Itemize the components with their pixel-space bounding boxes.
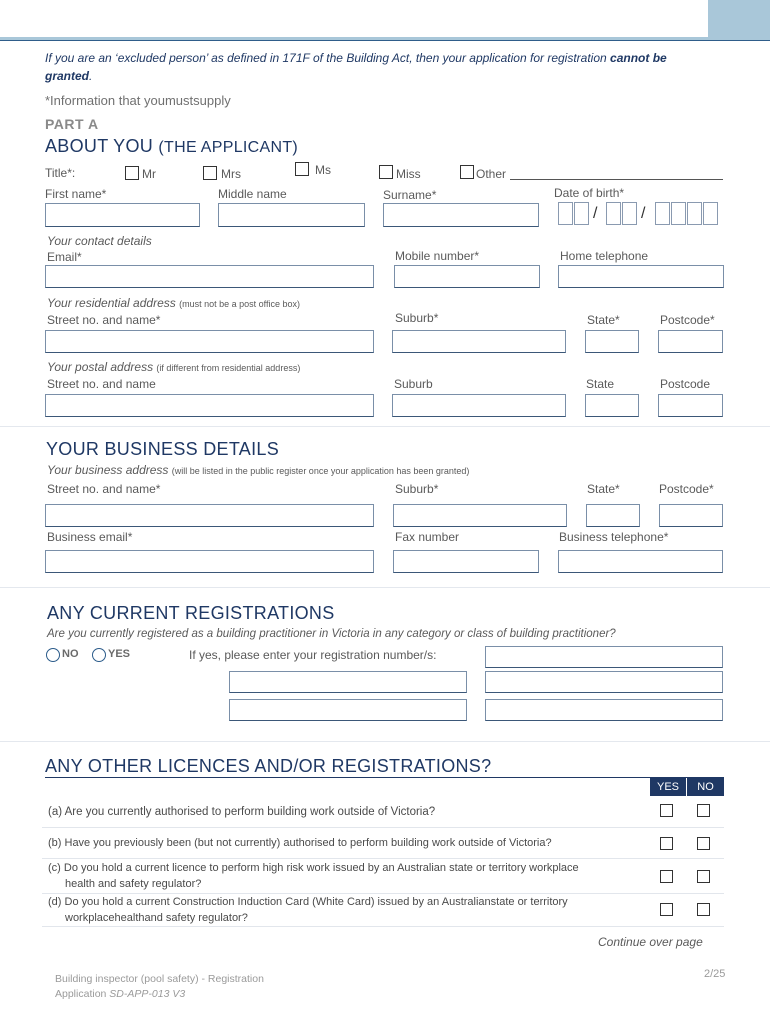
registered-yes-radio[interactable] xyxy=(92,648,106,662)
biz-email-label: Business email* xyxy=(47,530,133,544)
continue-over-page: Continue over page xyxy=(598,935,703,949)
section-divider xyxy=(0,587,770,588)
postal-street-label: Street no. and name xyxy=(47,377,156,391)
biz-street-field[interactable] xyxy=(45,504,374,527)
biz-state-label: State* xyxy=(587,482,620,496)
registration-number-prompt: If yes, please enter your registration number/s: xyxy=(189,648,437,662)
title-ms-checkbox[interactable] xyxy=(295,162,309,176)
excluded-person-notice: If you are an ‘excluded person’ as defined in 171F of the Building Act, then your application for registration cannot be granted. xyxy=(45,51,667,83)
dob-label: Date of birth* xyxy=(554,186,625,200)
biz-state-field[interactable] xyxy=(586,504,640,527)
postal-postcode-label: Postcode xyxy=(660,377,711,391)
info-note: *Information that youmustsupply xyxy=(45,93,231,108)
surname-field[interactable] xyxy=(383,203,539,227)
heading-underline xyxy=(45,777,724,778)
residential-address-heading: Your residential address (must not be a post office box) xyxy=(47,296,300,310)
dob-separator-1: / xyxy=(593,205,598,222)
part-label: PART A xyxy=(45,116,99,132)
registration-number-field-2[interactable] xyxy=(229,671,467,693)
yes-column-header: YES xyxy=(650,778,686,796)
email-label: Email* xyxy=(47,250,82,264)
postal-postcode-field[interactable] xyxy=(658,394,723,417)
licence-question-b: (b) Have you previously been (but not currently) authorised to perform building work outside of Victoria? xyxy=(48,837,552,849)
home-telephone-label: Home telephone xyxy=(560,249,649,263)
title-label: Title*: xyxy=(45,166,76,180)
title-mr-checkbox[interactable] xyxy=(125,166,139,180)
title-mrs-label: Mrs xyxy=(221,167,241,181)
registration-question: Are you currently registered as a building practitioner in Victoria in any category or class of building practitioner? xyxy=(47,628,616,640)
postal-address-heading: Your postal address (if different from residential address) xyxy=(47,360,301,374)
top-rule-line xyxy=(0,40,770,41)
title-other-checkbox[interactable] xyxy=(460,165,474,179)
title-other-label: Other xyxy=(476,167,507,181)
title-miss-checkbox[interactable] xyxy=(379,165,393,179)
licence-question-a: (a) Are you currently authorised to perform building work outside of Victoria? xyxy=(48,806,436,818)
home-telephone-field[interactable] xyxy=(558,265,724,288)
licence-question-row xyxy=(42,894,724,927)
licence-question-row xyxy=(42,828,724,859)
top-right-tab xyxy=(708,0,770,40)
res-street-field[interactable] xyxy=(45,330,374,353)
question-a-yes-checkbox[interactable] xyxy=(660,804,673,817)
question-c-no-checkbox[interactable] xyxy=(697,870,710,883)
contact-details-heading: Your contact details xyxy=(47,234,152,248)
biz-fax-field[interactable] xyxy=(393,550,539,573)
res-state-field[interactable] xyxy=(585,330,639,353)
first-name-label: First name* xyxy=(45,187,107,201)
biz-email-field[interactable] xyxy=(45,550,374,573)
footer-doc-code: Application SD-APP-013 V3 xyxy=(55,988,186,1000)
res-street-label: Street no. and name* xyxy=(47,313,161,327)
biz-postcode-field[interactable] xyxy=(659,504,723,527)
question-d-yes-checkbox[interactable] xyxy=(660,903,673,916)
title-other-input[interactable] xyxy=(510,179,723,180)
registration-number-field-5[interactable] xyxy=(485,699,723,721)
footer-doc-title: Building inspector (pool safety) - Registration xyxy=(55,973,264,985)
biz-telephone-label: Business telephone* xyxy=(559,530,669,544)
dob-year-digit-4[interactable] xyxy=(703,202,718,225)
res-suburb-label: Suburb* xyxy=(395,311,439,325)
dob-separator-2: / xyxy=(641,205,646,222)
middle-name-field[interactable] xyxy=(218,203,365,227)
business-address-heading: Your business address (will be listed in the public register once your application has been granted) xyxy=(47,463,470,477)
title-ms-label: Ms xyxy=(315,163,331,177)
dob-day-digit-2[interactable] xyxy=(574,202,589,225)
res-postcode-field[interactable] xyxy=(658,330,723,353)
about-you-heading: ABOUT YOU (THE APPLICANT) xyxy=(45,136,299,156)
biz-fax-label: Fax number xyxy=(395,530,460,544)
registration-number-field-4[interactable] xyxy=(229,699,467,721)
question-d-no-checkbox[interactable] xyxy=(697,903,710,916)
registered-yes-label: YES xyxy=(108,648,131,660)
licence-question-d: (d) Do you hold a current Construction Induction Card (White Card) issued by an Australianstate or territory workplacehealthand safety regulator? xyxy=(48,896,568,924)
licence-question-row xyxy=(42,859,724,894)
postal-suburb-label: Suburb xyxy=(394,377,433,391)
dob-month-digit-1[interactable] xyxy=(606,202,621,225)
postal-state-label: State xyxy=(586,377,615,391)
registration-number-field-3[interactable] xyxy=(485,671,723,693)
biz-suburb-label: Suburb* xyxy=(395,482,439,496)
business-details-heading: YOUR BUSINESS DETAILS xyxy=(46,439,280,459)
section-divider xyxy=(0,741,770,742)
mobile-label: Mobile number* xyxy=(395,249,480,263)
biz-postcode-label: Postcode* xyxy=(659,482,714,496)
question-b-no-checkbox[interactable] xyxy=(697,837,710,850)
dob-year-digit-2[interactable] xyxy=(671,202,686,225)
postal-suburb-field[interactable] xyxy=(392,394,566,417)
no-column-header: NO xyxy=(687,778,724,796)
dob-year-digit-3[interactable] xyxy=(687,202,702,225)
page-number: 2/25 xyxy=(704,968,726,980)
registration-number-field-1[interactable] xyxy=(485,646,723,668)
title-miss-label: Miss xyxy=(396,167,421,181)
registered-no-label: NO xyxy=(62,648,79,660)
registered-no-radio[interactable] xyxy=(46,648,60,662)
res-state-label: State* xyxy=(587,313,620,327)
postal-state-field[interactable] xyxy=(585,394,639,417)
dob-year-digit-1[interactable] xyxy=(655,202,670,225)
question-c-yes-checkbox[interactable] xyxy=(660,870,673,883)
middle-name-label: Middle name xyxy=(218,187,287,201)
surname-label: Surname* xyxy=(383,188,437,202)
biz-street-label: Street no. and name* xyxy=(47,482,161,496)
current-registrations-heading: ANY CURRENT REGISTRATIONS xyxy=(47,603,335,623)
question-b-yes-checkbox[interactable] xyxy=(660,837,673,850)
question-a-no-checkbox[interactable] xyxy=(697,804,710,817)
other-licences-heading: ANY OTHER LICENCES AND/OR REGISTRATIONS? xyxy=(45,756,492,776)
res-suburb-field[interactable] xyxy=(392,330,566,353)
res-postcode-label: Postcode* xyxy=(660,313,715,327)
biz-suburb-field[interactable] xyxy=(393,504,567,527)
first-name-field[interactable] xyxy=(45,203,200,227)
title-mrs-checkbox[interactable] xyxy=(203,166,217,180)
title-mr-label: Mr xyxy=(142,167,156,181)
biz-telephone-field[interactable] xyxy=(558,550,723,573)
section-divider xyxy=(0,426,770,427)
licence-question-c: (c) Do you hold a current licence to perform high risk work issued by an Australian state or territory workplace health and safety regulator? xyxy=(48,862,579,890)
email-field[interactable] xyxy=(45,265,374,288)
dob-month-digit-2[interactable] xyxy=(622,202,637,225)
dob-day-digit-1[interactable] xyxy=(558,202,573,225)
postal-street-field[interactable] xyxy=(45,394,374,417)
mobile-field[interactable] xyxy=(394,265,540,288)
licence-question-row xyxy=(42,797,724,828)
